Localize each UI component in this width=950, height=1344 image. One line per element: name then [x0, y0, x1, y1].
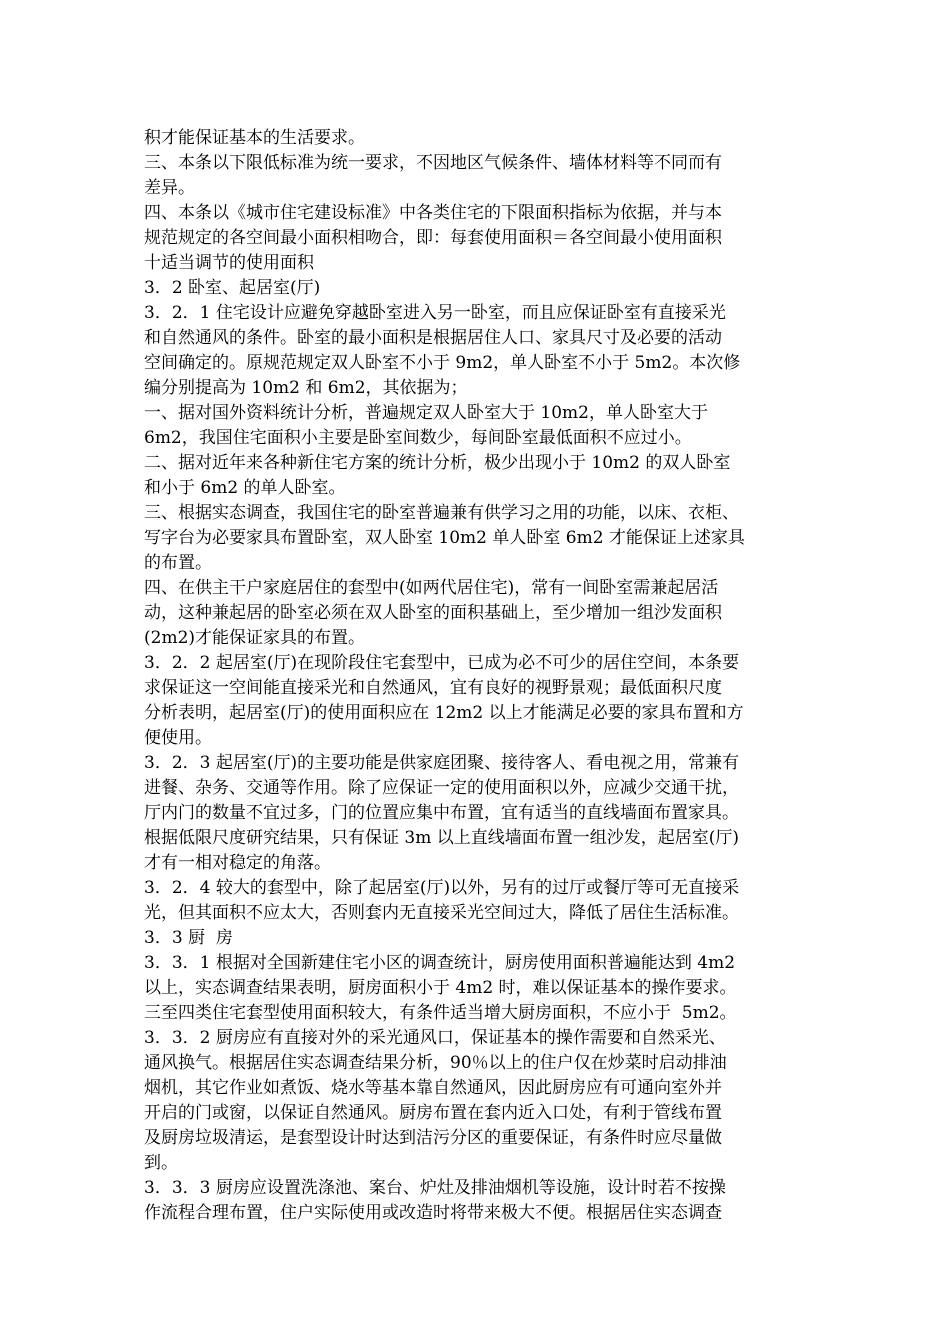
text-line: 三、本条以下限低标准为统一要求，不因地区气候条件、墙体材料等不同而有 [144, 153, 722, 173]
text-line: 开启的门或窗，以保证自然通风。厨房布置在套内近入口处，有利于管线布置 [144, 1103, 722, 1123]
text-line: 作流程合理布置，住户实际使用或改造时将带来极大不便。根据居住实态调查 [144, 1203, 722, 1223]
text-line: 3．2．4 较大的套型中，除了起居室(厅)以外，另有的过厅或餐厅等可无直接采 [144, 878, 740, 898]
text-line: 才有一相对稳定的角落。 [144, 853, 331, 873]
text-line: 四、本条以《城市住宅建设标准》中各类住宅的下限面积指标为依据，并与本 [144, 203, 722, 223]
text-line: 空间确定的。原规范规定双人卧室不小于 9m2，单人卧室不小于 5m2。本次修 [144, 353, 741, 373]
text-line: 烟机，其它作业如煮饭、烧水等基本靠自然通风，因此厨房应有可通向室外并 [144, 1078, 722, 1098]
text-line: 光，但其面积不应太大，否则套内无直接采光空间过大，降低了居住生活标准。 [144, 903, 739, 923]
text-line: 到。 [144, 1153, 178, 1173]
text-line: 二、据对近年来各种新住宅方案的统计分析，极少出现小于 10m2 的双人卧室 [144, 453, 731, 473]
text-line: 的布置。 [144, 553, 212, 573]
text-line: 规范规定的各空间最小面积相吻合，即：每套使用面积＝各空间最小使用面积 [144, 228, 722, 248]
text-line: 根据低限尺度研究结果，只有保证 3m 以上直线墙面布置一组沙发，起居室(厅) [144, 828, 740, 848]
text-line: 一、据对国外资料统计分析，普遍规定双人卧室大于 10m2，单人卧室大于 [144, 403, 708, 423]
text-line: 差异。 [144, 178, 195, 198]
text-line: 厅内门的数量不宜过多，门的位置应集中布置，宜有适当的直线墙面布置家具。 [144, 803, 739, 823]
text-line: 积才能保证基本的生活要求。 [144, 128, 365, 148]
text-line: (2m2)才能保证家具的布置。 [144, 628, 366, 648]
text-line: 写字台为必要家具布置卧室，双人卧室 10m2 单人卧室 6m2 才能保证上述家具 [144, 528, 745, 548]
text-line: 求保证这一空间能直接采光和自然通风，宜有良好的视野景观；最低面积尺度 [144, 678, 722, 698]
text-line: 3．3．2 厨房应有直接对外的采光通风口，保证基本的操作需要和自然采光、 [144, 1028, 726, 1048]
body-text [144, 126, 814, 1226]
text-line: 6m2，我国住宅面积小主要是卧室间数少，每间卧室最低面积不应过小。 [144, 428, 692, 448]
text-line: 便使用。 [144, 728, 212, 748]
text-line: 以上，实态调查结果表明，厨房面积小于 4m2 时，难以保证基本的操作要求。 [144, 978, 737, 998]
text-line: 十适当调节的使用面积 [144, 253, 314, 273]
text-line: 3．2．2 起居室(厅)在现阶段住宅套型中，已成为必不可少的居住空间，本条要 [144, 653, 740, 673]
text-line: 三、根据实态调查，我国住宅的卧室普遍兼有供学习之用的功能，以床、衣柜、 [144, 503, 739, 523]
text-line: 3．3．1 根据对全国新建住宅小区的调查统计，厨房使用面积普遍能达到 4m2 [144, 953, 736, 973]
text-line: 3．2 卧室、起居室(厅) [144, 278, 321, 298]
text-line: 四、在供主干户家庭居住的套型中(如两代居住宅)，常有一间卧室需兼起居活 [144, 578, 719, 598]
text-line: 和自然通风的条件。卧室的最小面积是根据居住人口、家具尺寸及必要的活动 [144, 328, 722, 348]
text-line: 及厨房垃圾清运，是套型设计时达到洁污分区的重要保证，有条件时应尽量做 [144, 1128, 722, 1148]
text-line: 3．3 厨 房 [144, 928, 233, 948]
text-line: 和小于 6m2 的单人卧室。 [144, 478, 346, 498]
text-line: 通风换气。根据居住实态调查结果分析，90％以上的住户仅在炒菜时启动排油 [144, 1053, 727, 1073]
text-line: 动，这种兼起居的卧室必须在双人卧室的面积基础上，至少增加一组沙发面积 [144, 603, 722, 623]
text-line: 编分别提高为 10m2 和 6m2，其依据为； [144, 378, 468, 398]
text-line: 进餐、杂务、交通等作用。除了应保证一定的使用面积以外，应减少交通干扰， [144, 778, 739, 798]
text-line: 3．3．3 厨房应设置洗涤池、案台、炉灶及排油烟机等设施，设计时若不按操 [144, 1178, 726, 1198]
text-line: 3．2．3 起居室(厅)的主要功能是供家庭团聚、接待客人、看电视之用，常兼有 [144, 753, 740, 773]
text-line: 分析表明，起居室(厅)的使用面积应在 12m2 以上才能满足必要的家具布置和方 [144, 703, 744, 723]
text-line: 三至四类住宅套型使用面积较大，有条件适当增大厨房面积，不应小于 5m2。 [144, 1003, 737, 1023]
text-line: 3．2．1 住宅设计应避免穿越卧室进入另一卧室，而且应保证卧室有直接采光 [144, 303, 726, 323]
